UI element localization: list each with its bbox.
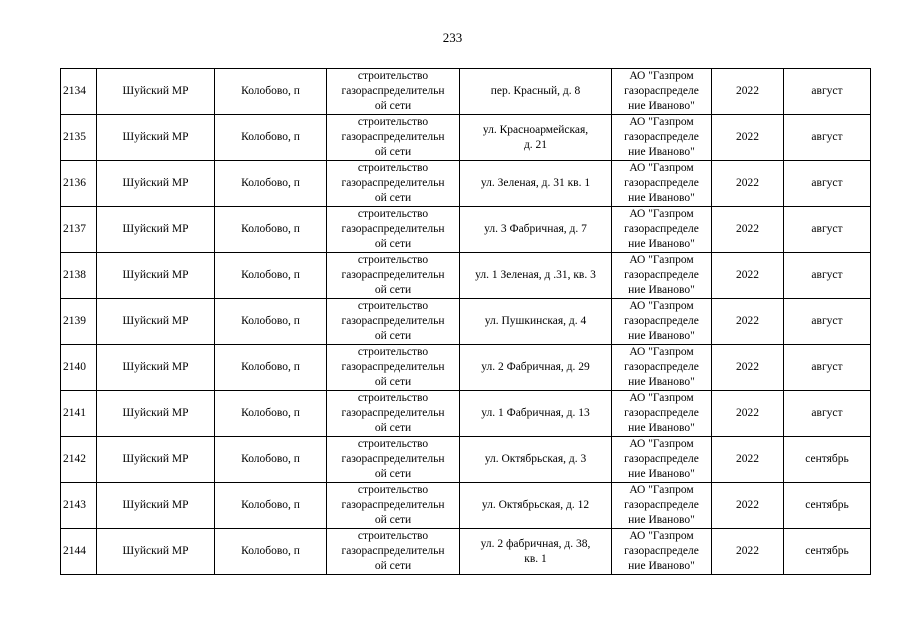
cell-address-line: ул. 3 Фабричная, д. 7 [484,223,587,235]
cell-organization-line: ние Иваново" [628,146,695,158]
cell-year: 2022 [712,253,784,299]
cell-organization-line: ние Иваново" [628,192,695,204]
cell-work-type-line: газораспределительн [341,453,445,465]
cell-organization-line: газораспределе [624,545,699,557]
cell-settlement: Колобово, п [215,115,327,161]
cell-organization-line: АО "Газпром [629,346,694,358]
cell-organization-line: АО "Газпром [629,116,694,128]
cell-organization [612,483,712,529]
cell-number: 2141 [61,391,97,437]
cell-address-line: ул. 2 фабричная, д. 38, [480,537,591,550]
cell-organization-line: АО "Газпром [629,392,694,404]
cell-organization-line: ние Иваново" [628,514,695,526]
cell-organization-line: АО "Газпром [629,484,694,496]
table-row [61,253,871,299]
cell-organization-line: газораспределе [624,223,699,235]
cell-address-line: д. 21 [523,138,548,151]
cell-organization-line: ние Иваново" [628,560,695,572]
cell-address [460,115,612,161]
cell-address-line: ул. Пушкинская, д. 4 [484,315,587,327]
page-number: 233 [442,30,463,45]
cell-district: Шуйский МР [97,483,215,529]
cell-organization [612,207,712,253]
cell-month: сентябрь [784,529,871,575]
cell-address-line: ул. 1 Фабричная, д. 13 [481,407,590,419]
cell-settlement: Колобово, п [215,483,327,529]
cell-work-type-line: ой сети [374,376,412,388]
cell-work-type-line: строительство [357,254,429,266]
cell-organization-line: АО "Газпром [629,70,694,82]
cell-organization-line: газораспределе [624,177,699,189]
cell-work-type [327,69,460,115]
cell-district: Шуйский МР [97,437,215,483]
cell-work-type-line: газораспределительн [341,499,445,511]
cell-address [460,161,612,207]
cell-address [460,253,612,299]
cell-work-type-line: строительство [357,392,429,404]
cell-organization [612,161,712,207]
cell-year: 2022 [712,391,784,437]
cell-work-type-line: строительство [357,484,429,496]
cell-work-type-line: газораспределительн [341,545,445,557]
cell-year: 2022 [712,69,784,115]
cell-address [460,529,612,575]
cell-month: август [784,69,871,115]
cell-address-line: ул. Зеленая, д. 31 кв. 1 [480,177,591,189]
cell-work-type-line: ой сети [374,146,412,158]
cell-address-line: ул. Октябрьская, д. 3 [484,453,587,465]
cell-organization-line: АО "Газпром [629,162,694,174]
cell-number: 2136 [61,161,97,207]
cell-year: 2022 [712,115,784,161]
cell-organization-line: ние Иваново" [628,284,695,296]
cell-work-type-line: ой сети [374,560,412,572]
cell-work-type-line: строительство [357,300,429,312]
cell-work-type-line: ой сети [374,514,412,526]
cell-organization [612,69,712,115]
table-row [61,207,871,253]
cell-district: Шуйский МР [97,207,215,253]
table-row [61,437,871,483]
cell-work-type [327,207,460,253]
cell-organization-line: ние Иваново" [628,100,695,112]
cell-district: Шуйский МР [97,115,215,161]
cell-district: Шуйский МР [97,161,215,207]
cell-address [460,483,612,529]
cell-district: Шуйский МР [97,299,215,345]
cell-work-type-line: газораспределительн [341,361,445,373]
cell-month: август [784,161,871,207]
cell-organization [612,437,712,483]
cell-address [460,207,612,253]
cell-work-type-line: газораспределительн [341,85,445,97]
cell-year: 2022 [712,529,784,575]
cell-work-type-line: ой сети [374,422,412,434]
cell-month: август [784,345,871,391]
cell-address-line: пер. Красный, д. 8 [490,85,581,97]
cell-work-type-line: газораспределительн [341,177,445,189]
cell-work-type-line: газораспределительн [341,407,445,419]
cell-work-type-line: ой сети [374,468,412,480]
cell-organization [612,253,712,299]
cell-organization-line: ние Иваново" [628,376,695,388]
cell-month: август [784,115,871,161]
cell-work-type [327,253,460,299]
cell-number: 2134 [61,69,97,115]
cell-number: 2139 [61,299,97,345]
cell-year: 2022 [712,345,784,391]
cell-work-type-line: газораспределительн [341,315,445,327]
cell-work-type-line: ой сети [374,284,412,296]
cell-work-type-line: строительство [357,438,429,450]
registry-table-body [61,69,871,575]
cell-work-type-line: строительство [357,162,429,174]
table-row [61,299,871,345]
cell-work-type-line: ой сети [374,238,412,250]
cell-organization-line: АО "Газпром [629,254,694,266]
cell-organization-line: ние Иваново" [628,330,695,342]
cell-organization-line: АО "Газпром [629,530,694,542]
cell-address-line: ул. 2 Фабричная, д. 29 [481,361,590,373]
cell-number: 2137 [61,207,97,253]
table-row [61,69,871,115]
cell-work-type [327,483,460,529]
cell-settlement: Колобово, п [215,437,327,483]
cell-district: Шуйский МР [97,529,215,575]
cell-number: 2144 [61,529,97,575]
cell-work-type [327,529,460,575]
cell-address-line: ул. Красноармейская, [482,123,589,136]
cell-address-line: ул. 1 Зеленая, д .31, кв. 3 [475,269,596,281]
cell-organization-line: газораспределе [624,131,699,143]
cell-district: Шуйский МР [97,391,215,437]
cell-work-type-line: ой сети [374,330,412,342]
cell-month: август [784,253,871,299]
cell-address [460,345,612,391]
table-row [61,115,871,161]
cell-organization-line: газораспределе [624,85,699,97]
cell-organization-line: АО "Газпром [629,208,694,220]
cell-work-type-line: строительство [357,70,429,82]
cell-address [460,437,612,483]
cell-settlement: Колобово, п [215,207,327,253]
cell-organization-line: газораспределе [624,407,699,419]
cell-organization-line: АО "Газпром [629,438,694,450]
cell-month: сентябрь [784,437,871,483]
cell-work-type-line: газораспределительн [341,223,445,235]
cell-work-type-line: строительство [357,530,429,542]
cell-address-line: ул. Октябрьская, д. 12 [481,499,590,511]
cell-address [460,391,612,437]
cell-work-type-line: строительство [357,116,429,128]
cell-work-type-line: ой сети [374,100,412,112]
cell-organization [612,529,712,575]
cell-year: 2022 [712,483,784,529]
cell-work-type-line: газораспределительн [341,269,445,281]
cell-work-type [327,115,460,161]
cell-settlement: Колобово, п [215,391,327,437]
registry-table [60,68,871,575]
cell-organization-line: ние Иваново" [628,422,695,434]
cell-settlement: Колобово, п [215,299,327,345]
table-row [61,483,871,529]
cell-year: 2022 [712,437,784,483]
cell-organization-line: газораспределе [624,453,699,465]
cell-number: 2143 [61,483,97,529]
cell-work-type [327,437,460,483]
cell-work-type [327,161,460,207]
cell-month: август [784,391,871,437]
cell-settlement: Колобово, п [215,529,327,575]
cell-address-line: кв. 1 [524,552,547,565]
cell-work-type [327,391,460,437]
cell-organization-line: газораспределе [624,315,699,327]
cell-organization [612,299,712,345]
cell-organization-line: газораспределе [624,499,699,511]
cell-address [460,299,612,345]
cell-settlement: Колобово, п [215,345,327,391]
cell-number: 2140 [61,345,97,391]
cell-settlement: Колобово, п [215,253,327,299]
cell-organization-line: ние Иваново" [628,238,695,250]
cell-number: 2142 [61,437,97,483]
cell-district: Шуйский МР [97,345,215,391]
cell-month: сентябрь [784,483,871,529]
table-row [61,529,871,575]
cell-organization-line: газораспределе [624,361,699,373]
cell-address [460,69,612,115]
cell-settlement: Колобово, п [215,161,327,207]
cell-district: Шуйский МР [97,253,215,299]
cell-work-type [327,345,460,391]
cell-number: 2135 [61,115,97,161]
table-row [61,345,871,391]
table-row [61,161,871,207]
cell-year: 2022 [712,161,784,207]
cell-settlement: Колобово, п [215,69,327,115]
cell-month: август [784,207,871,253]
cell-work-type-line: строительство [357,208,429,220]
cell-organization-line: ние Иваново" [628,468,695,480]
cell-year: 2022 [712,207,784,253]
cell-organization [612,115,712,161]
cell-work-type-line: строительство [357,346,429,358]
cell-work-type-line: газораспределительн [341,131,445,143]
cell-district: Шуйский МР [97,69,215,115]
cell-year: 2022 [712,299,784,345]
cell-work-type-line: ой сети [374,192,412,204]
cell-month: август [784,299,871,345]
table-row [61,391,871,437]
cell-organization [612,345,712,391]
cell-number: 2138 [61,253,97,299]
cell-organization [612,391,712,437]
cell-organization-line: газораспределе [624,269,699,281]
cell-work-type [327,299,460,345]
cell-organization-line: АО "Газпром [629,300,694,312]
